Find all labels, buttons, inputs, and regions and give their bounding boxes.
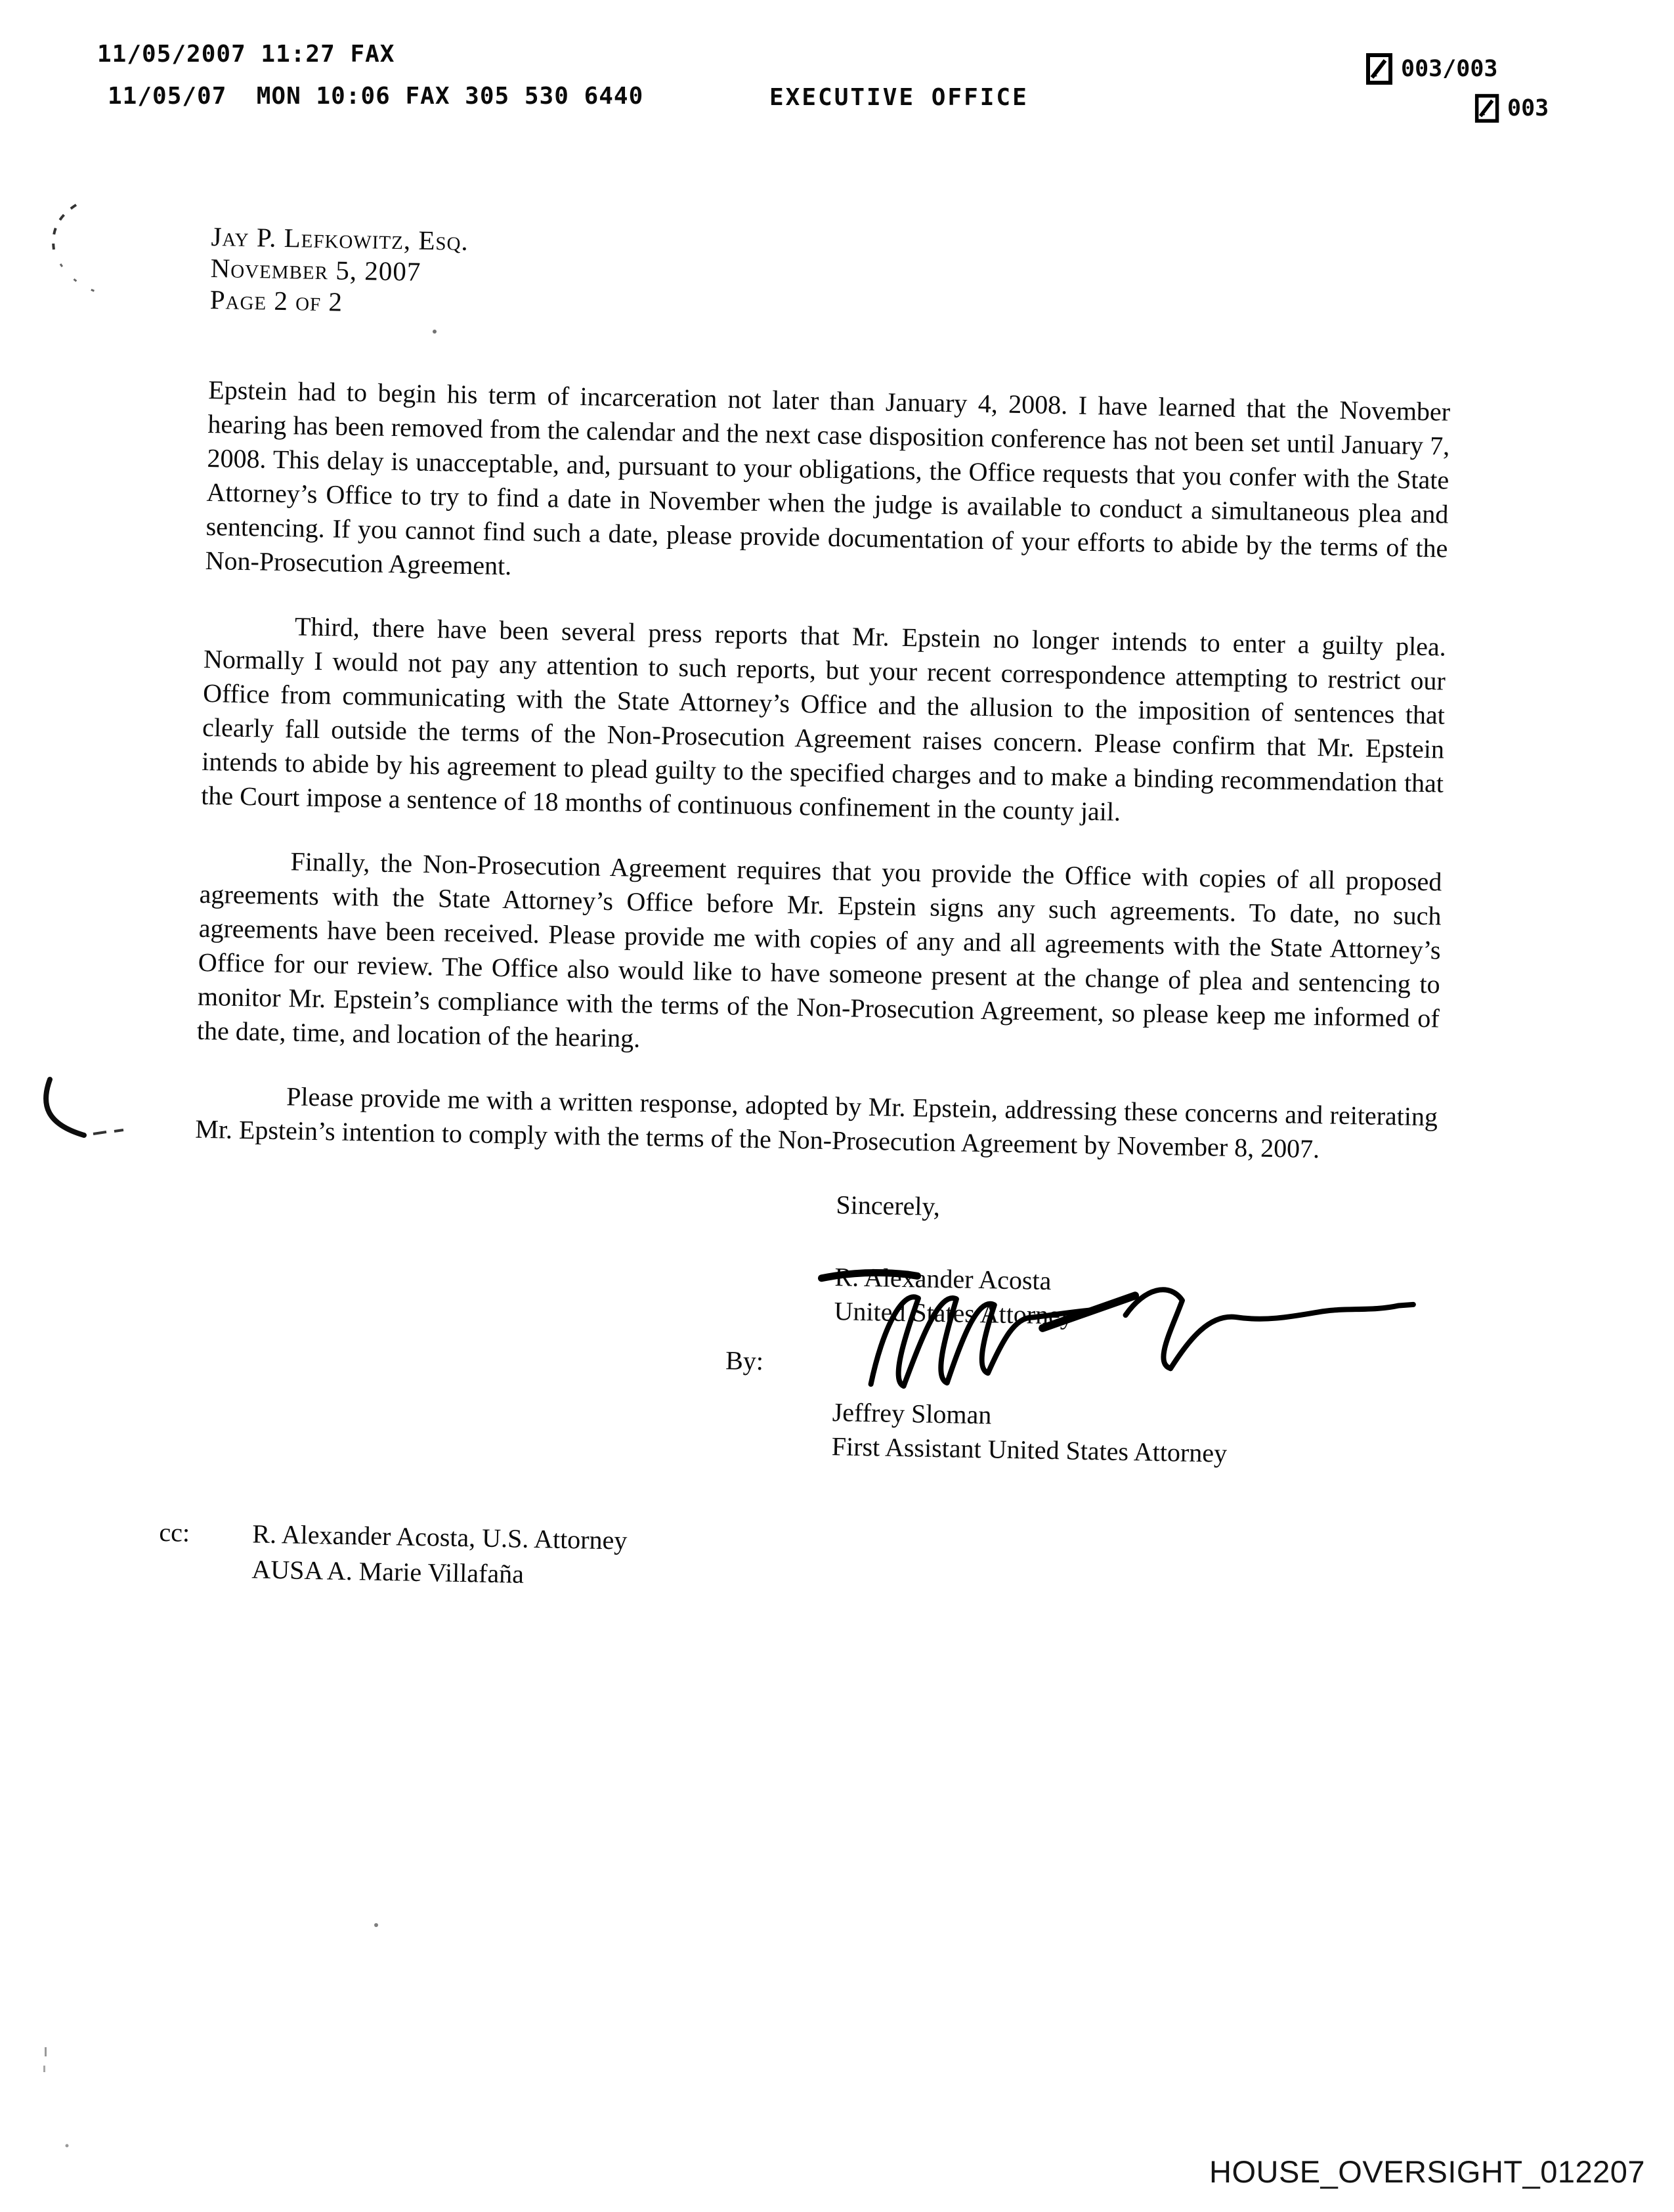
fax-page-counter-bottom-text: 003 xyxy=(1507,95,1549,121)
page-number-line: Page 2 of 2 xyxy=(209,284,343,317)
signature-block xyxy=(725,1188,1436,1474)
letter-body xyxy=(195,373,1451,1168)
paragraph-press-reports: Third, there have been several press reports that Mr. Epstein no longer intends to enter a guilty plea. Normally I would not pay any attention to such reports, but your recent correspondence attempting to restrict our Office from communicating with the State Attorney’s Office and the allusion to the imposition of sentences that clearly fall outside the terms of the Non-Prosecution Agreement raises concern. Please confirm that Mr. Epstein intends to abide by his agreement to plead guilty to the specified charges and to make a binding recommendation that the Court impose a sentence of 18 months of continuous confinement in the county jail. xyxy=(201,611,1447,827)
date-line: November 5, 2007 xyxy=(210,252,421,287)
cc-recipient-acosta: R. Alexander Acosta, U.S. Attorney xyxy=(252,1519,628,1555)
cc-block xyxy=(159,1515,1430,1609)
recipient-line: Jay P. Lefkowitz, Esq. xyxy=(211,221,469,256)
bates-number: HOUSE_OVERSIGHT_012207 xyxy=(1209,2154,1646,2189)
by-name: Jeffrey Sloman xyxy=(832,1397,992,1430)
scan-speck xyxy=(66,2144,69,2148)
scan-artifact-arc-mid xyxy=(46,1079,84,1135)
fax-note-icon xyxy=(1474,93,1501,123)
paragraph-incarceration-date: Epstein had to begin his term of incarceration not later than January 4, 2008. I have learned that the November hearing has been removed from the calendar and the next case disposition conference has not been set until January 7, 2008. This delay is unacceptable, and, pursuant to your obligations, the Office requests that you confer with the State Attorney’s Office to try to find a date in November when the judge is available to conduct a simultaneous plea and sentencing. If you cannot find such a date, please provide documentation of your efforts to abide by the terms of the Non-Prosecution Agreement. xyxy=(205,374,1451,581)
closing-salutation: Sincerely, xyxy=(836,1190,941,1221)
fax-timestamp-line: 11/05/2007 11:27 FAX xyxy=(97,41,395,68)
cc-label: cc: xyxy=(159,1517,190,1548)
scan-speck xyxy=(43,2066,45,2072)
fax-page-counter-top-text: 003/003 xyxy=(1401,56,1498,82)
letter-continuation-header xyxy=(209,221,1453,337)
paragraph-written-response: Please provide me with a written response, adopted by Mr. Epstein, addressing these concerns and reiterating Mr. Epstein’s intention to comply with the terms of the Non-Prosecution Agreement by November 8, 2007. xyxy=(194,1081,1438,1164)
fax-station-line: 11/05/07 MON 10:06 FAX 305 530 6440 xyxy=(108,83,644,110)
signer-name: R. Alexander Acosta xyxy=(834,1262,1052,1296)
by-label: By: xyxy=(725,1345,764,1376)
signer-title: United States Attorney xyxy=(834,1296,1074,1330)
fax-page-counter-top xyxy=(1365,53,1498,85)
fax-page-counter-bottom xyxy=(1474,93,1549,123)
scan-artifact-arc-top xyxy=(53,205,76,249)
cc-recipients xyxy=(251,1516,628,1594)
by-title: First Assistant United States Attorney xyxy=(831,1431,1228,1468)
paragraph-agreement-copies: Finally, the Non-Prosecution Agreement requires that you provide the Office with copies of all proposed agreements with the State Attorney’s Office before Mr. Epstein signs any such agreements. To date, no such agreements have been received. Please provide me with copies of any and all agreements with the State Attorney’s Office for our review. The Office also would like to have someone present at the change of plea and sentencing to monitor Mr. Epstein’s compliance with the terms of the Non-Prosecution Agreement, so please keep me informed of the date, time, and location of the hearing. xyxy=(196,846,1442,1053)
fax-sender-name: EXECUTIVE OFFICE xyxy=(769,84,1029,111)
scan-speck xyxy=(374,1923,378,1927)
cc-recipient-villafana: AUSA A. Marie Villafaña xyxy=(251,1554,525,1589)
fax-note-icon xyxy=(1365,53,1394,85)
by-signature-row xyxy=(725,1328,1434,1406)
scan-speck xyxy=(45,2047,47,2056)
letter-content xyxy=(159,221,1453,1608)
